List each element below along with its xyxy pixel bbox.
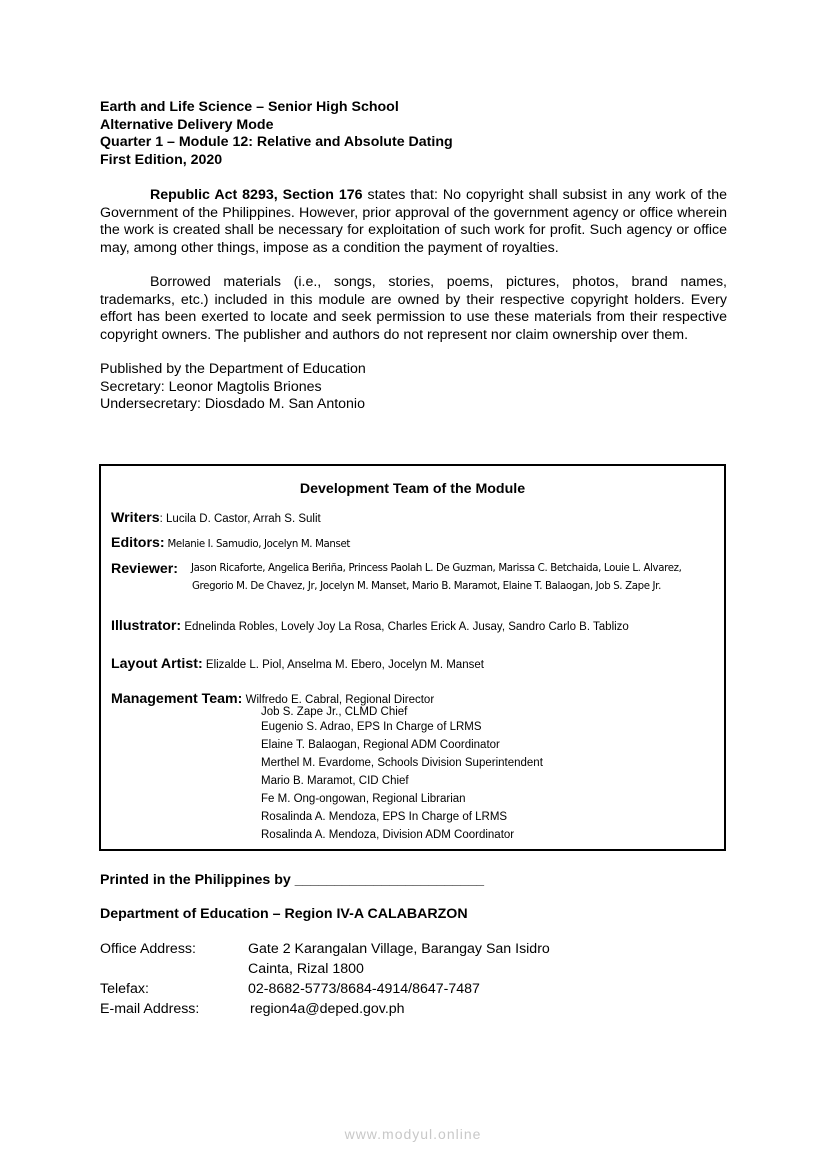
office-address-label: Office Address: bbox=[100, 941, 196, 957]
management-member: Elaine T. Balaogan, Regional ADM Coordinator bbox=[261, 739, 500, 751]
layout-artist-label: Layout Artist: bbox=[111, 656, 203, 672]
watermark: www.modyul.online bbox=[344, 1126, 482, 1142]
development-team-title: Development Team of the Module bbox=[299, 481, 526, 497]
edition: First Edition, 2020 bbox=[100, 151, 223, 168]
management-member: Fe M. Ong-ongowan, Regional Librarian bbox=[261, 793, 466, 805]
management-first-name: Wilfredo E. Cabral bbox=[242, 694, 339, 706]
management-member: Rosalinda A. Mendoza, Division ADM Coordinator bbox=[261, 829, 515, 841]
reviewer-row bbox=[111, 560, 178, 578]
illustrator-names: Ednelinda Robles, Lovely Joy La Rosa, Charles Erick A. Jusay, Sandro Carlo B. Tablizo bbox=[181, 621, 629, 633]
region-heading: Department of Education – Region IV-A CALABARZON bbox=[100, 906, 468, 922]
layout-artist-row bbox=[111, 655, 484, 673]
management-label: Management Team: bbox=[111, 691, 243, 707]
undersecretary: Undersecretary: Diosdado M. San Antonio bbox=[100, 396, 365, 413]
delivery-mode: Alternative Delivery Mode bbox=[100, 116, 274, 133]
copyright-text: states that: No copyright shall subsist in any work of the Government of the Philippines. However, prior approval of the government agency or office wherein the work is created shall be necessary for exploitation of such work for profit. Such agency or office may, among other things, impose as a condition the payment of royalties. bbox=[100, 187, 728, 256]
management-member: Merthel M. Evardome, Schools Division Superintendent bbox=[261, 757, 543, 769]
publisher-block bbox=[100, 361, 727, 414]
editors-label: Editors: bbox=[111, 535, 165, 551]
printed-by: Printed in the Philippines by ________________________ bbox=[100, 872, 485, 888]
writers-label: Writers bbox=[111, 510, 160, 526]
illustrator-row bbox=[111, 617, 629, 635]
management-member: Rosalinda A. Mendoza, EPS In Charge of LRMS bbox=[261, 811, 508, 823]
development-team-box bbox=[99, 464, 726, 851]
telefax-value: 02-8682-5773/8684-4914/8647-7487 bbox=[248, 981, 480, 997]
office-address-line2: Cainta, Rizal 1800 bbox=[248, 961, 364, 977]
office-address-line1: Gate 2 Karangalan Village, Barangay San Isidro bbox=[248, 941, 550, 957]
module-subject: Earth and Life Science – Senior High School bbox=[100, 99, 399, 115]
editors-names: Melanie I. Samudio, Jocelyn M. Manset bbox=[164, 539, 351, 550]
email-value: region4a@deped.gov.ph bbox=[250, 1001, 405, 1017]
module-title: Quarter 1 – Module 12: Relative and Absolute Dating bbox=[100, 134, 453, 151]
reviewer-names-line1: Jason Ricaforte, Angelica Beriña, Princess Paolah L. De Guzman, Marissa C. Betchaida, Louie L. Alvarez, bbox=[191, 563, 682, 574]
management-member: Mario B. Maramot, CID Chief bbox=[261, 775, 409, 787]
email-label: E-mail Address: bbox=[100, 1001, 200, 1017]
layout-artist-names: Elizalde L. Piol, Anselma M. Ebero, Jocelyn M. Manset bbox=[202, 659, 484, 671]
illustrator-label: Illustrator: bbox=[111, 618, 182, 634]
reviewer-names-line2: Gregorio M. De Chavez, Jr, Jocelyn M. Manset, Mario B. Maramot, Elaine T. Balaogan, Job S. Zape Jr. bbox=[192, 581, 661, 592]
republic-act: Republic Act 8293, Section 176 bbox=[150, 187, 363, 204]
editors-row bbox=[111, 534, 350, 552]
management-member: Job S. Zape Jr., CLMD Chief bbox=[261, 706, 408, 718]
writers-row bbox=[111, 509, 321, 527]
secretary: Secretary: Leonor Magtolis Briones bbox=[100, 378, 322, 395]
copyright-paragraph bbox=[100, 187, 727, 257]
management-first-role: , Regional Director bbox=[338, 694, 435, 706]
telefax-label: Telefax: bbox=[100, 981, 149, 997]
writers-colon: : bbox=[159, 513, 163, 525]
writers-names: Lucila D. Castor, Arrah S. Sulit bbox=[162, 513, 321, 525]
management-member: Eugenio S. Adrao, EPS In Charge of LRMS bbox=[261, 721, 482, 733]
published-by: Published by the Department of Education bbox=[100, 361, 366, 378]
front-matter bbox=[100, 99, 727, 414]
borrowed-materials-paragraph: Borrowed materials (i.e., songs, stories, poems, pictures, photos, brand names, trademarks, etc.) included in this module are owned by their respective copyright holders. Every effort has been exerted to locate and seek permission to use these materials from their respective copyright owners. The publisher and authors do not represent nor claim ownership over them. bbox=[100, 274, 727, 343]
reviewer-label: Reviewer: bbox=[111, 561, 179, 577]
